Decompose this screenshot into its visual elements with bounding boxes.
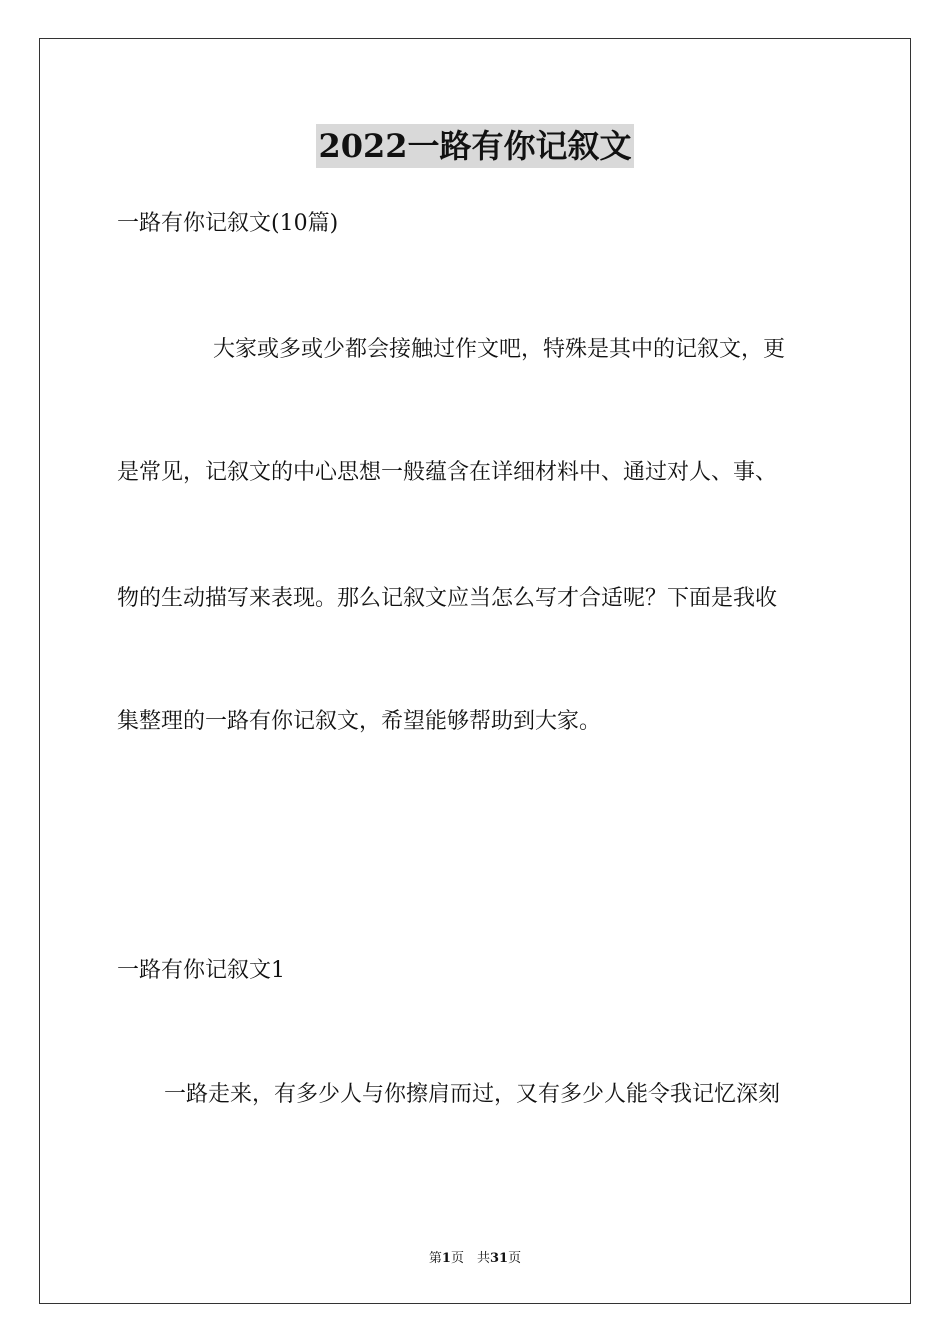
total-pages-number: 31 — [489, 1251, 509, 1266]
paragraph-line: 物的生动描写来表现。那么记叙文应当怎么写才合适呢？下面是我收 — [117, 586, 778, 611]
paragraph-line: 是常见，记叙文的中心思想一般蕴含在详细材料中、通过对人、事、 — [117, 460, 778, 485]
section-heading: 一路有你记叙文1 — [117, 958, 285, 983]
paragraph-line: 集整理的一路有你记叙文，希望能够帮助到大家。 — [117, 709, 602, 734]
paragraph-line: 大家或多或少都会接触过作文吧，特殊是其中的记叙文，更 — [213, 337, 786, 362]
title-container — [0, 124, 950, 168]
page-footer — [0, 1247, 950, 1266]
document-subtitle: 一路有你记叙文(10篇) — [117, 211, 339, 236]
current-page-number: 1 — [441, 1251, 451, 1266]
paragraph-line: 一路走来，有多少人与你擦肩而过，又有多少人能令我记忆深刻 — [164, 1082, 781, 1107]
footer-prefix: 第 — [428, 1251, 442, 1266]
footer-mid: 页 共 — [450, 1251, 490, 1266]
footer-suffix: 页 — [508, 1251, 522, 1266]
document-title: 2022一路有你记叙文 — [316, 124, 633, 168]
